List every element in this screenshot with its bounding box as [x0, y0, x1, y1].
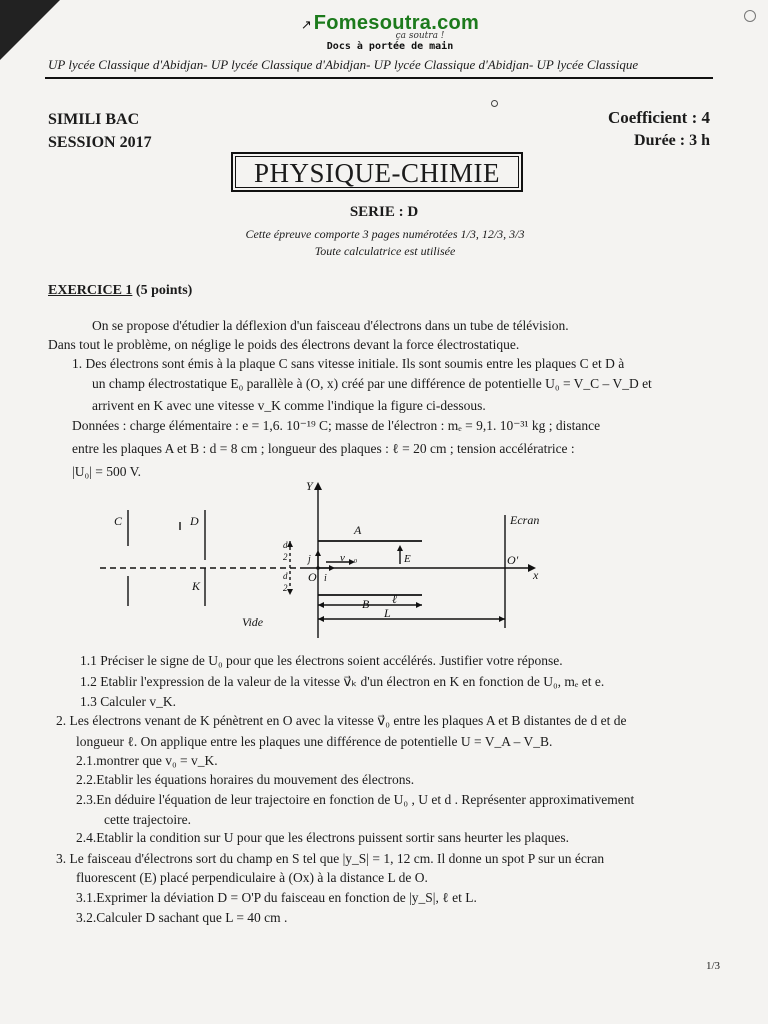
q3-line-1: 3. Le faisceau d'électrons sort du champ en S tel que |y_S| = 1, 12 cm. Il donne un spot P sur un écran [56, 851, 605, 866]
logo-slogan: ça soutra ! [395, 31, 445, 41]
label-two-top: 2 [283, 552, 288, 562]
origin-point [316, 566, 320, 570]
q1-2: 1.2 Etablir l'expression de la valeur de la vitesse v⃗ₖ d'un électron en K en fonction de U₀, mₑ et e. [80, 674, 605, 689]
q1-line-3: arrivent en K avec une vitesse v_K comme l'indique la figure ci-dessous. [92, 398, 486, 413]
label-plate-b: B [362, 597, 370, 611]
label-v0: v⃗₀ [340, 552, 358, 564]
L-arrow-left [318, 616, 324, 622]
label-axis-y: Y [306, 479, 313, 493]
label-plate-d: D [190, 514, 199, 528]
header-rule [45, 77, 713, 79]
exam-notes [150, 226, 620, 260]
q1-1: 1.1 Préciser le signe de U₀ pour que les électrons soient accélérés. Justifier votre réponse. [80, 653, 563, 668]
intro-line-1: On se propose d'étudier la déflexion d'un faisceau d'électrons dans un tube de télévision. [92, 318, 569, 333]
logo-tagline: Docs à portée de main [326, 41, 454, 52]
ell-arrow-right [416, 602, 422, 608]
label-plate-c: C [114, 514, 123, 528]
label-j: j⃗ [308, 554, 319, 565]
data-line-1: Données : charge élémentaire : e = 1,6. 10⁻¹⁹ C; masse de l'électron : mₑ = 9,1. 10⁻³¹ kg ; distance [72, 418, 601, 433]
e-arrowhead [397, 545, 403, 551]
q2-line-2: longueur ℓ. On applique entre les plaques une différence de potentielle U = V_A – V_B. [76, 734, 553, 749]
q1-line-1: 1. Des électrons sont émis à la plaque C sans vitesse initiale. Ils sont soumis entre les plaques C et D à [72, 356, 625, 371]
d-arrow-up [287, 541, 293, 547]
label-ell: ℓ [392, 592, 397, 606]
i-arrowhead [329, 565, 335, 571]
q2-1: 2.1.montrer que v₀ = v_K. [76, 753, 218, 768]
q3-2: 3.2.Calculer D sachant que L = 40 cm . [76, 910, 288, 925]
logo-brand-suffix: .com [431, 12, 480, 34]
page-number: 1/3 [705, 960, 720, 972]
label-point-k: K [192, 579, 201, 593]
label-vide: Vide [242, 615, 264, 629]
q3-1: 3.1.Exprimer la déviation D = O'P du faisceau en fonction de |y_S|, ℓ et L. [76, 890, 477, 905]
q2-3-continued: cette trajectoire. [104, 812, 191, 827]
label-o-prime: O' [507, 553, 519, 567]
electron-tube-diagram [100, 478, 560, 648]
L-arrow-right [499, 616, 505, 622]
label-d-top: d [283, 540, 288, 550]
runner-icon: ↗ [300, 17, 312, 32]
d-arrow-down [287, 589, 293, 595]
data-line-3: |U₀| = 500 V. [72, 464, 141, 479]
q1-line-2: un champ électrostatique E₀ parallèle à (O, x) créé par une différence de potentielle U₀ = V_C – V_D et [92, 376, 652, 391]
stray-mark [491, 100, 498, 107]
label-d-bottom: d [283, 571, 288, 581]
label-i: i⃗ [324, 573, 335, 584]
duration: Durée : 3 h [634, 132, 710, 149]
ell-arrow-left [318, 602, 324, 608]
coefficient: Coefficient : 4 [608, 108, 710, 127]
label-plate-a: A [354, 523, 362, 537]
q1-3: 1.3 Calculer v_K. [80, 694, 176, 709]
exercise-points: (5 points) [135, 283, 193, 298]
school-banner: UP lycée Classique d'Abidjan- UP lycée Classique d'Abidjan- UP lycée Classique d'Abidjan- UP lycée Classique [48, 57, 639, 72]
exam-meta [608, 106, 710, 152]
serie-label: SERIE : D [349, 204, 419, 220]
q2-3: 2.3.En déduire l'équation de leur trajectoire en fonction de U₀ , U et d . Représenter approximativement [76, 792, 635, 807]
exam-session: SESSION 2017 [48, 134, 152, 151]
q3-line-2: fluorescent (E) placé perpendiculaire à (Ox) à la distance L de O. [76, 870, 428, 885]
note-calculator: Toute calculatrice est utilisée [314, 244, 456, 258]
label-axis-x: x [533, 568, 539, 582]
q2-2: 2.2.Etablir les équations horaires du mouvement des électrons. [76, 772, 415, 787]
site-logo[interactable] [290, 12, 490, 52]
data-line-2: entre les plaques A et B : d = 8 cm ; longueur des plaques : ℓ = 20 cm ; tension accélératrice : [72, 441, 575, 456]
exam-info [48, 108, 152, 154]
exercise-number: EXERCICE 1 [48, 283, 133, 298]
exercise-title [48, 283, 192, 299]
label-ecran: Ecran [510, 513, 540, 527]
title-frame [231, 152, 523, 192]
label-two-bottom: 2 [283, 583, 288, 593]
logo-brand: Fomesoutra [313, 12, 432, 34]
exam-name: SIMILI BAC [48, 111, 140, 128]
label-origin: O [308, 570, 317, 584]
intro-line-2: Dans tout le problème, on néglige le poids des électrons devant la force électrostatique. [48, 337, 520, 352]
q2-line-1: 2. Les électrons venant de K pénètrent en O avec la vitesse v⃗₀ entre les plaques A et B distantes de d et de [56, 713, 627, 728]
label-e-field: E⃗ [404, 553, 420, 565]
scan-hole-mark [744, 10, 756, 22]
q2-4: 2.4.Etablir la condition sur U pour que les électrons puissent sortir sans heurter les plaques. [76, 830, 570, 845]
page-title: PHYSIQUE-CHIMIE [235, 156, 519, 188]
note-pages: Cette épreuve comporte 3 pages numérotées 1/3, 12/3, 3/3 [245, 227, 525, 241]
axis-y-arrowhead [314, 482, 322, 490]
scan-corner-mark [0, 0, 60, 60]
label-L: L [384, 606, 391, 620]
